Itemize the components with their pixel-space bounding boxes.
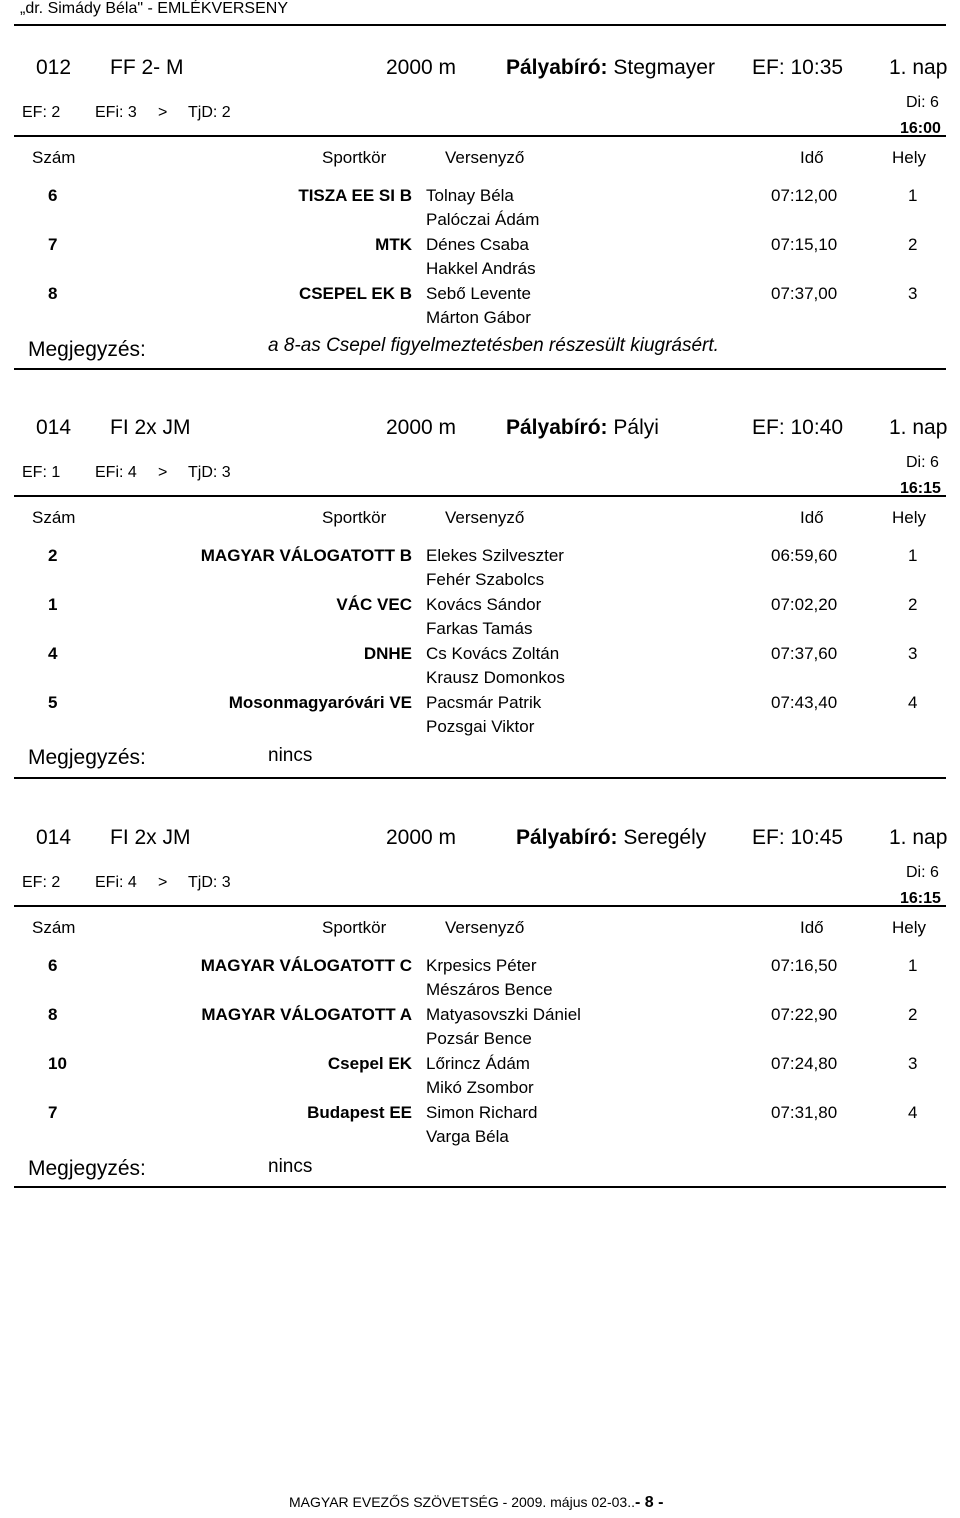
row-time: 07:02,20 bbox=[771, 595, 838, 614]
ef-label: EF: 1 bbox=[22, 464, 61, 481]
race-day: 1. nap bbox=[889, 826, 948, 849]
arrow-label: > bbox=[158, 874, 168, 891]
column-header-versenyzo: Versenyző bbox=[445, 508, 525, 527]
note-divider bbox=[14, 1186, 946, 1188]
arrow-label: > bbox=[158, 104, 168, 121]
column-header-versenyzo: Versenyző bbox=[445, 148, 525, 167]
row-place: 3 bbox=[908, 644, 918, 663]
row-club: MAGYAR VÁLOGATOTT A bbox=[201, 1005, 412, 1024]
column-header-hely: Hely bbox=[892, 508, 927, 527]
race-day: 1. nap bbox=[889, 416, 948, 439]
row-time: 07:43,40 bbox=[771, 693, 838, 712]
row-time: 06:59,60 bbox=[771, 546, 838, 565]
row-number: 6 bbox=[48, 186, 58, 205]
umpire-label: Pályabíró: bbox=[516, 826, 618, 849]
column-header-sportkor: Sportkör bbox=[322, 508, 387, 527]
row-place: 2 bbox=[908, 235, 918, 254]
tjd-label: TjD: 3 bbox=[188, 464, 231, 481]
row-athlete-1: Lőrincz Ádám bbox=[426, 1054, 530, 1073]
note-label: Megjegyzés: bbox=[28, 338, 146, 361]
row-time: 07:24,80 bbox=[771, 1054, 838, 1073]
ef-label: EF: 2 bbox=[22, 874, 61, 891]
row-club: VÁC VEC bbox=[336, 595, 412, 614]
row-athlete-1: Matyasovszki Dániel bbox=[426, 1005, 581, 1024]
row-number: 8 bbox=[48, 284, 58, 303]
row-time: 07:37,60 bbox=[771, 644, 838, 663]
row-number: 5 bbox=[48, 693, 58, 712]
race-distance: 2000 m bbox=[386, 416, 457, 439]
column-header-hely: Hely bbox=[892, 148, 927, 167]
row-time: 07:37,00 bbox=[771, 284, 838, 303]
row-athlete-1: Tolnay Béla bbox=[426, 186, 514, 205]
efi-label: EFi: 4 bbox=[95, 464, 137, 481]
page-footer bbox=[289, 1494, 663, 1512]
row-athlete-1: Dénes Csaba bbox=[426, 235, 530, 254]
row-place: 1 bbox=[908, 546, 918, 565]
row-time: 07:16,50 bbox=[771, 956, 838, 975]
race-number: 012 bbox=[36, 56, 72, 79]
column-header-sportkor: Sportkör bbox=[322, 918, 387, 937]
row-athlete-2: Mikó Zsombor bbox=[426, 1078, 534, 1097]
di-label: Di: 6 bbox=[906, 864, 939, 881]
umpire bbox=[506, 416, 659, 440]
row-athlete-1: Simon Richard bbox=[426, 1103, 538, 1122]
row-athlete-1: Krpesics Péter bbox=[426, 956, 537, 975]
row-club: MTK bbox=[375, 235, 412, 254]
note-label: Megjegyzés: bbox=[28, 1157, 146, 1180]
row-number: 8 bbox=[48, 1005, 58, 1024]
umpire-label: Pályabíró: bbox=[506, 416, 608, 439]
row-athlete-1: Kovács Sándor bbox=[426, 595, 542, 614]
row-place: 4 bbox=[908, 693, 918, 712]
umpire-name: Seregély bbox=[623, 826, 707, 849]
efi-label: EFi: 4 bbox=[95, 874, 137, 891]
arrow-label: > bbox=[158, 464, 168, 481]
section-divider bbox=[14, 495, 946, 497]
column-header-ido: Idő bbox=[800, 508, 824, 527]
row-number: 7 bbox=[48, 1103, 58, 1122]
column-header-ido: Idő bbox=[800, 918, 824, 937]
start-time-label: EF: 10:45 bbox=[752, 826, 844, 849]
row-athlete-1: Cs Kovács Zoltán bbox=[426, 644, 560, 663]
umpire-name: Stegmayer bbox=[613, 56, 715, 79]
row-club: Csepel EK bbox=[327, 1054, 412, 1073]
race-section bbox=[0, 0, 960, 410]
umpire-name: Pályi bbox=[613, 416, 659, 439]
row-athlete-1: Elekes Szilveszter bbox=[426, 546, 564, 565]
race-category: FI 2x JM bbox=[110, 416, 191, 439]
column-header-versenyzo: Versenyző bbox=[445, 918, 525, 937]
start-time-label: EF: 10:35 bbox=[752, 56, 844, 79]
document-header: „dr. Simády Béla" - EMLÉKVERSENY bbox=[20, 0, 288, 17]
row-athlete-2: Palóczai Ádám bbox=[426, 210, 540, 229]
row-number: 4 bbox=[48, 644, 58, 663]
note-text: a 8-as Csepel figyelmeztetésben részesült kiugrásért. bbox=[268, 335, 719, 356]
race-number: 014 bbox=[36, 416, 72, 439]
efi-label: EFi: 3 bbox=[95, 104, 137, 121]
note-text: nincs bbox=[268, 745, 313, 766]
row-athlete-2: Pozsgai Viktor bbox=[426, 717, 535, 736]
row-place: 4 bbox=[908, 1103, 918, 1122]
row-athlete-1: Sebő Levente bbox=[426, 284, 531, 303]
footer-text: MAGYAR EVEZŐS SZÖVETSÉG - 2009. május 02-03.. bbox=[289, 1494, 635, 1510]
tjd-label: TjD: 2 bbox=[188, 104, 231, 121]
row-place: 2 bbox=[908, 1005, 918, 1024]
section-divider bbox=[14, 135, 946, 137]
race-section bbox=[0, 770, 960, 1180]
column-header-szam: Szám bbox=[32, 918, 76, 937]
umpire-label: Pályabíró: bbox=[506, 56, 608, 79]
umpire bbox=[516, 826, 706, 850]
row-place: 2 bbox=[908, 595, 918, 614]
row-athlete-2: Pozsár Bence bbox=[426, 1029, 532, 1048]
row-place: 1 bbox=[908, 186, 918, 205]
row-club: DNHE bbox=[363, 644, 412, 663]
row-club: MAGYAR VÁLOGATOTT B bbox=[200, 546, 412, 565]
row-time: 07:22,90 bbox=[771, 1005, 838, 1024]
row-time: 07:31,80 bbox=[771, 1103, 838, 1122]
row-club: Budapest EE bbox=[307, 1103, 412, 1122]
race-start-time: 16:00 bbox=[900, 120, 941, 137]
row-number: 2 bbox=[48, 546, 58, 565]
row-place: 1 bbox=[908, 956, 918, 975]
row-athlete-2: Fehér Szabolcs bbox=[426, 570, 545, 589]
row-place: 3 bbox=[908, 284, 918, 303]
column-header-szam: Szám bbox=[32, 508, 76, 527]
column-header-sportkor: Sportkör bbox=[322, 148, 387, 167]
race-number: 014 bbox=[36, 826, 72, 849]
race-category: FI 2x JM bbox=[110, 826, 191, 849]
column-header-hely: Hely bbox=[892, 918, 927, 937]
race-start-time: 16:15 bbox=[900, 480, 941, 497]
row-club: Mosonmagyaróvári VE bbox=[228, 693, 412, 712]
umpire bbox=[506, 56, 715, 80]
row-athlete-1: Pacsmár Patrik bbox=[426, 693, 542, 712]
row-club: CSEPEL EK B bbox=[298, 284, 412, 303]
row-place: 3 bbox=[908, 1054, 918, 1073]
race-section bbox=[0, 360, 960, 770]
race-start-time: 16:15 bbox=[900, 890, 941, 907]
row-athlete-2: Mészáros Bence bbox=[426, 980, 553, 999]
row-time: 07:15,10 bbox=[771, 235, 838, 254]
row-athlete-2: Hakkel András bbox=[426, 259, 536, 278]
note-label: Megjegyzés: bbox=[28, 746, 146, 769]
row-club: MAGYAR VÁLOGATOTT C bbox=[200, 956, 412, 975]
section-divider bbox=[14, 905, 946, 907]
race-distance: 2000 m bbox=[386, 56, 457, 79]
race-day: 1. nap bbox=[889, 56, 948, 79]
race-category: FF 2- M bbox=[110, 56, 184, 79]
note-text: nincs bbox=[268, 1156, 313, 1177]
row-number: 10 bbox=[48, 1054, 67, 1073]
page-number: - 8 - bbox=[634, 1494, 664, 1511]
start-time-label: EF: 10:40 bbox=[752, 416, 844, 439]
row-time: 07:12,00 bbox=[771, 186, 838, 205]
di-label: Di: 6 bbox=[906, 454, 939, 471]
row-number: 6 bbox=[48, 956, 58, 975]
row-athlete-2: Varga Béla bbox=[426, 1127, 509, 1146]
tjd-label: TjD: 3 bbox=[188, 874, 231, 891]
ef-label: EF: 2 bbox=[22, 104, 61, 121]
race-distance: 2000 m bbox=[386, 826, 457, 849]
row-athlete-2: Farkas Tamás bbox=[426, 619, 533, 638]
di-label: Di: 6 bbox=[906, 94, 939, 111]
row-athlete-2: Márton Gábor bbox=[426, 308, 531, 327]
row-athlete-2: Krausz Domonkos bbox=[426, 668, 565, 687]
row-number: 1 bbox=[48, 595, 58, 614]
row-number: 7 bbox=[48, 235, 58, 254]
row-club: TISZA EE SI B bbox=[298, 186, 412, 205]
column-header-szam: Szám bbox=[32, 148, 76, 167]
column-header-ido: Idő bbox=[800, 148, 824, 167]
